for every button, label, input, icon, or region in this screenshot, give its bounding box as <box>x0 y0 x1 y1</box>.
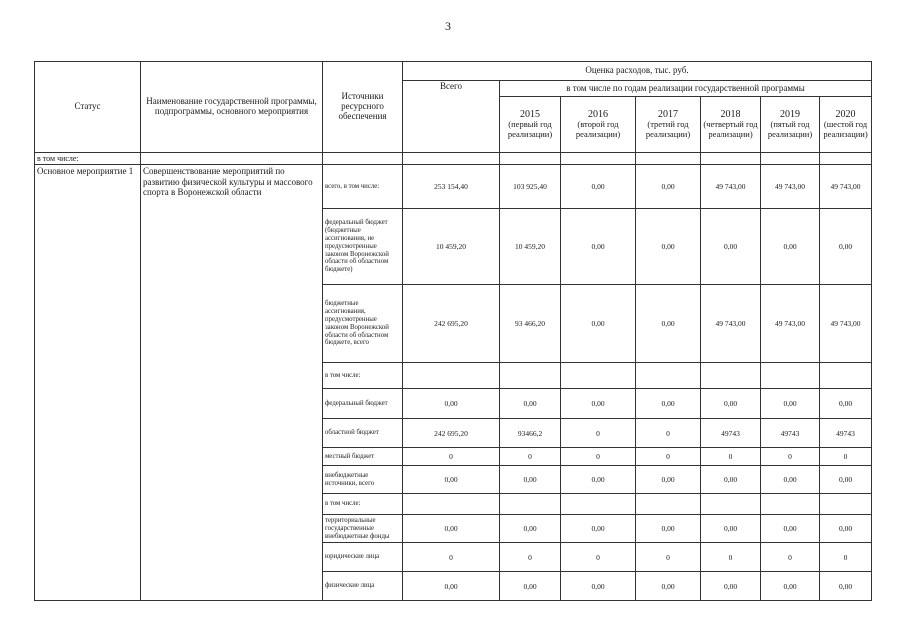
source-label: территориальные государственные внебюджетные фонды <box>323 515 403 543</box>
value-cell: 0 <box>636 448 701 466</box>
value-cell: 0 <box>820 448 872 466</box>
value-cell: 0,00 <box>636 572 701 601</box>
value-cell: 49 743,00 <box>761 285 820 363</box>
value-cell: 0,00 <box>636 285 701 363</box>
value-cell: 10 459,20 <box>500 209 561 285</box>
value-cell: 0,00 <box>761 572 820 601</box>
value-cell <box>500 363 561 389</box>
value-cell: 0,00 <box>636 515 701 543</box>
name-header: Наименование государственной программы, подпрограммы, основного мероприятия <box>141 62 323 153</box>
source-label: всего, в том числе: <box>323 165 403 209</box>
value-cell: 0,00 <box>761 209 820 285</box>
value-cell: 0,00 <box>403 515 500 543</box>
source-label: бюджетные ассигнования, предусмотренные законом Воронежской области об областном бюджете, всего <box>323 285 403 363</box>
value-cell: 0 <box>403 543 500 572</box>
value-cell: 0,00 <box>403 572 500 601</box>
value-cell: 0 <box>500 448 561 466</box>
value-cell <box>761 494 820 515</box>
value-cell <box>636 494 701 515</box>
value-cell: 0,00 <box>820 572 872 601</box>
value-cell: 0,00 <box>636 209 701 285</box>
sources-header: Источники ресурсного обеспечения <box>323 62 403 153</box>
value-cell: 0 <box>761 448 820 466</box>
value-cell: 10 459,20 <box>403 209 500 285</box>
including-label: в том числе: <box>35 153 141 165</box>
value-cell: 0 <box>500 543 561 572</box>
value-cell: 0 <box>701 448 761 466</box>
value-cell: 0,00 <box>403 389 500 419</box>
value-cell: 103 925,40 <box>500 165 561 209</box>
year-header-2018: 2018 (четвертый год реализации) <box>701 97 761 153</box>
source-label: федеральный бюджет (бюджетные ассигнования, не предусмотренные законом Воронежской области об областном бюджете) <box>323 209 403 285</box>
value-cell <box>701 494 761 515</box>
value-cell: 49 743,00 <box>761 165 820 209</box>
source-label: юридические лица <box>323 543 403 572</box>
value-cell: 0,00 <box>761 515 820 543</box>
value-cell: 0 <box>636 543 701 572</box>
value-cell: 0,00 <box>701 515 761 543</box>
value-cell <box>561 494 636 515</box>
status-header: Статус <box>35 62 141 153</box>
value-cell: 0,00 <box>761 389 820 419</box>
source-label: физические лица <box>323 572 403 601</box>
value-cell: 0,00 <box>820 466 872 494</box>
value-cell: 0,00 <box>561 515 636 543</box>
value-cell: 0,00 <box>636 389 701 419</box>
value-cell: 242 695,20 <box>403 419 500 448</box>
value-cell: 49 743,00 <box>820 165 872 209</box>
value-cell: 0,00 <box>561 209 636 285</box>
source-label: внебюджетные источники, всего <box>323 466 403 494</box>
value-cell: 0 <box>636 419 701 448</box>
value-cell <box>636 363 701 389</box>
budget-table <box>34 61 872 601</box>
value-cell: 49743 <box>820 419 872 448</box>
value-cell: 0,00 <box>701 389 761 419</box>
source-label: областной бюджет <box>323 419 403 448</box>
value-cell: 49743 <box>701 419 761 448</box>
year-header-2016: 2016 (второй год реализации) <box>561 97 636 153</box>
value-cell: 0 <box>403 448 500 466</box>
value-cell: 0,00 <box>701 466 761 494</box>
source-label: в том числе: <box>323 363 403 389</box>
value-cell: 93466,2 <box>500 419 561 448</box>
value-cell: 0,00 <box>820 389 872 419</box>
value-cell: 0,00 <box>701 572 761 601</box>
value-cell: 242 695,20 <box>403 285 500 363</box>
by-years-header: в том числе по годам реализации государственной программы <box>500 81 872 97</box>
value-cell: 0,00 <box>701 209 761 285</box>
value-cell: 0,00 <box>403 466 500 494</box>
value-cell: 0 <box>561 448 636 466</box>
value-cell <box>701 363 761 389</box>
value-cell: 0,00 <box>500 515 561 543</box>
value-cell: 0 <box>820 543 872 572</box>
value-cell: 0,00 <box>636 466 701 494</box>
source-label: в том числе: <box>323 494 403 515</box>
value-cell: 0,00 <box>561 572 636 601</box>
year-header-2019: 2019 (пятый год реализации) <box>761 97 820 153</box>
status-cell: Основное мероприятие 1 <box>35 165 141 601</box>
value-cell: 0,00 <box>561 165 636 209</box>
value-cell <box>820 363 872 389</box>
value-cell: 0,00 <box>820 209 872 285</box>
value-cell <box>403 363 500 389</box>
value-cell <box>761 363 820 389</box>
year-header-2020: 2020 (шестой год реализации) <box>820 97 872 153</box>
value-cell: 0 <box>761 543 820 572</box>
year-header-2017: 2017 (третий год реализации) <box>636 97 701 153</box>
page-number: 3 <box>445 19 451 33</box>
value-cell: 0,00 <box>820 515 872 543</box>
value-cell: 49743 <box>761 419 820 448</box>
value-cell: 49 743,00 <box>701 165 761 209</box>
value-cell: 0,00 <box>500 466 561 494</box>
value-cell: 0 <box>561 419 636 448</box>
including-row <box>35 153 872 165</box>
value-cell: 0,00 <box>761 466 820 494</box>
value-cell <box>820 494 872 515</box>
value-cell: 49 743,00 <box>701 285 761 363</box>
value-cell: 0,00 <box>561 389 636 419</box>
value-cell: 93 466,20 <box>500 285 561 363</box>
value-cell: 0,00 <box>500 572 561 601</box>
value-cell: 0,00 <box>500 389 561 419</box>
value-cell: 0,00 <box>636 165 701 209</box>
value-cell <box>403 494 500 515</box>
table-row <box>35 165 872 209</box>
source-label: местный бюджет <box>323 448 403 466</box>
value-cell: 253 154,40 <box>403 165 500 209</box>
value-cell: 49 743,00 <box>820 285 872 363</box>
total-header: Всего <box>403 81 500 153</box>
value-cell: 0 <box>701 543 761 572</box>
year-header-2015: 2015 (первый год реализации) <box>500 97 561 153</box>
header-row-1 <box>35 62 872 81</box>
value-cell: 0,00 <box>561 285 636 363</box>
activity-name-cell: Совершенствование мероприятий по развитию физической культуры и массового спорта в Воронежской области <box>141 165 323 601</box>
value-cell: 0 <box>561 543 636 572</box>
value-cell <box>500 494 561 515</box>
value-cell: 0,00 <box>561 466 636 494</box>
value-cell <box>561 363 636 389</box>
cost-estimate-header: Оценка расходов, тыс. руб. <box>403 62 872 81</box>
source-label: федеральный бюджет <box>323 389 403 419</box>
